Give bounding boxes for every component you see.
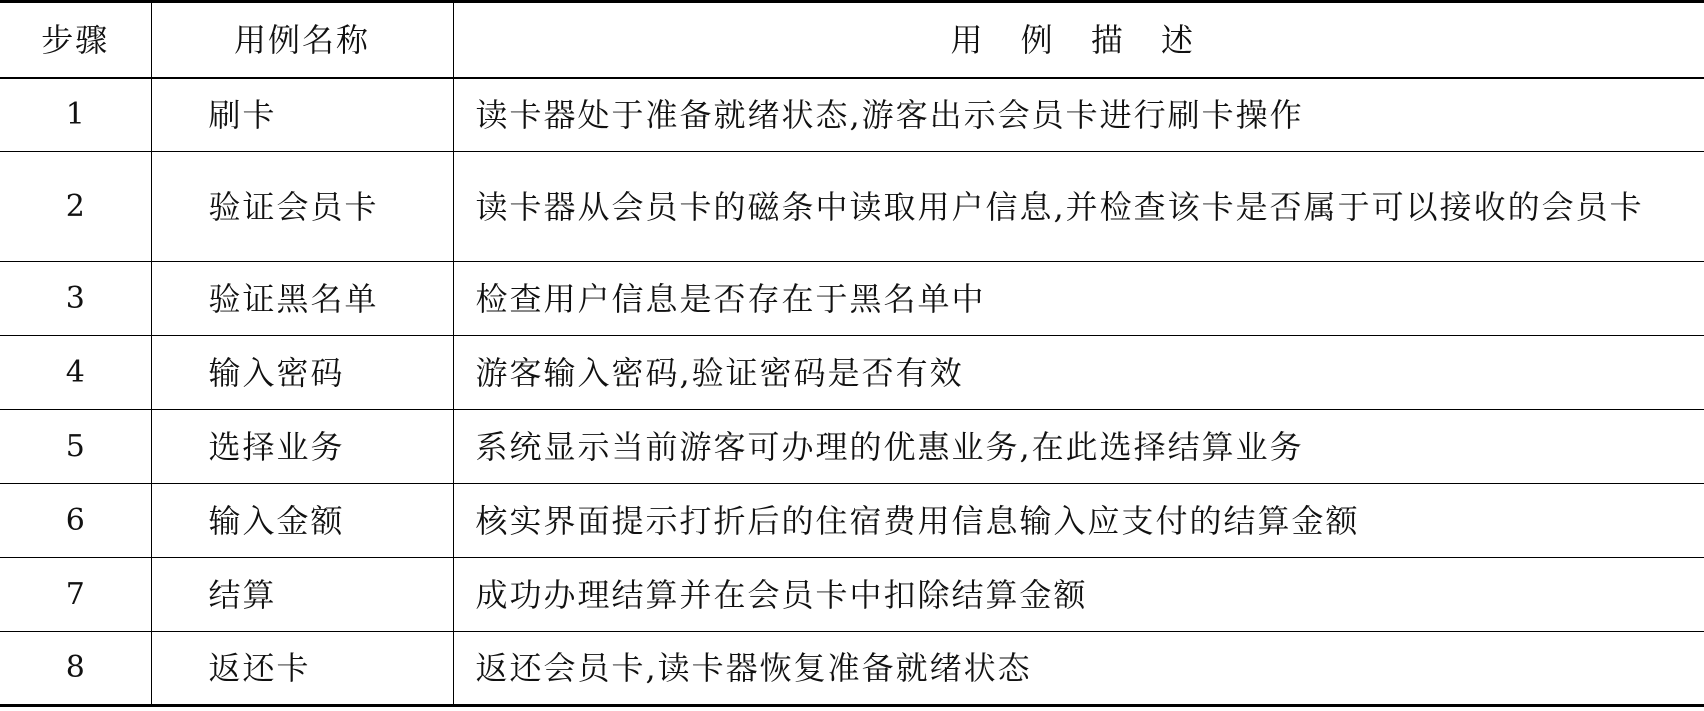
- header-use-case-description: 用 例 描 述: [453, 2, 1704, 78]
- use-case-description-cell: 检查用户信息是否存在于黑名单中: [453, 262, 1704, 336]
- table-row: [0, 558, 1704, 632]
- table-row: [0, 78, 1704, 152]
- table-row: [0, 152, 1704, 262]
- step-cell: 7: [0, 558, 151, 632]
- step-cell: 4: [0, 336, 151, 410]
- use-case-name-cell: 返还卡: [151, 632, 453, 706]
- header-step: 步骤: [0, 2, 151, 78]
- use-case-name-cell: 刷卡: [151, 78, 453, 152]
- step-cell: 1: [0, 78, 151, 152]
- use-case-name-cell: 输入密码: [151, 336, 453, 410]
- step-cell: 2: [0, 152, 151, 262]
- table-row: [0, 484, 1704, 558]
- use-case-description-cell: 读卡器从会员卡的磁条中读取用户信息,并检查该卡是否属于可以接收的会员卡: [453, 152, 1704, 262]
- use-case-name-cell: 输入金额: [151, 484, 453, 558]
- step-cell: 5: [0, 410, 151, 484]
- table-row: [0, 410, 1704, 484]
- table-row: [0, 632, 1704, 706]
- header-use-case-name: 用例名称: [151, 2, 453, 78]
- use-case-description-cell: 读卡器处于准备就绪状态,游客出示会员卡进行刷卡操作: [453, 78, 1704, 152]
- step-cell: 3: [0, 262, 151, 336]
- table-row: [0, 336, 1704, 410]
- use-case-description-cell: 成功办理结算并在会员卡中扣除结算金额: [453, 558, 1704, 632]
- use-case-description-cell: 系统显示当前游客可办理的优惠业务,在此选择结算业务: [453, 410, 1704, 484]
- table-row: [0, 262, 1704, 336]
- use-case-name-cell: 结算: [151, 558, 453, 632]
- use-case-name-cell: 验证黑名单: [151, 262, 453, 336]
- use-case-name-cell: 验证会员卡: [151, 152, 453, 262]
- use-case-description-cell: 游客输入密码,验证密码是否有效: [453, 336, 1704, 410]
- use-case-name-cell: 选择业务: [151, 410, 453, 484]
- step-cell: 6: [0, 484, 151, 558]
- step-cell: 8: [0, 632, 151, 706]
- use-case-description-cell: 返还会员卡,读卡器恢复准备就绪状态: [453, 632, 1704, 706]
- table-header-row: [0, 2, 1704, 78]
- use-case-description-cell: 核实界面提示打折后的住宿费用信息输入应支付的结算金额: [453, 484, 1704, 558]
